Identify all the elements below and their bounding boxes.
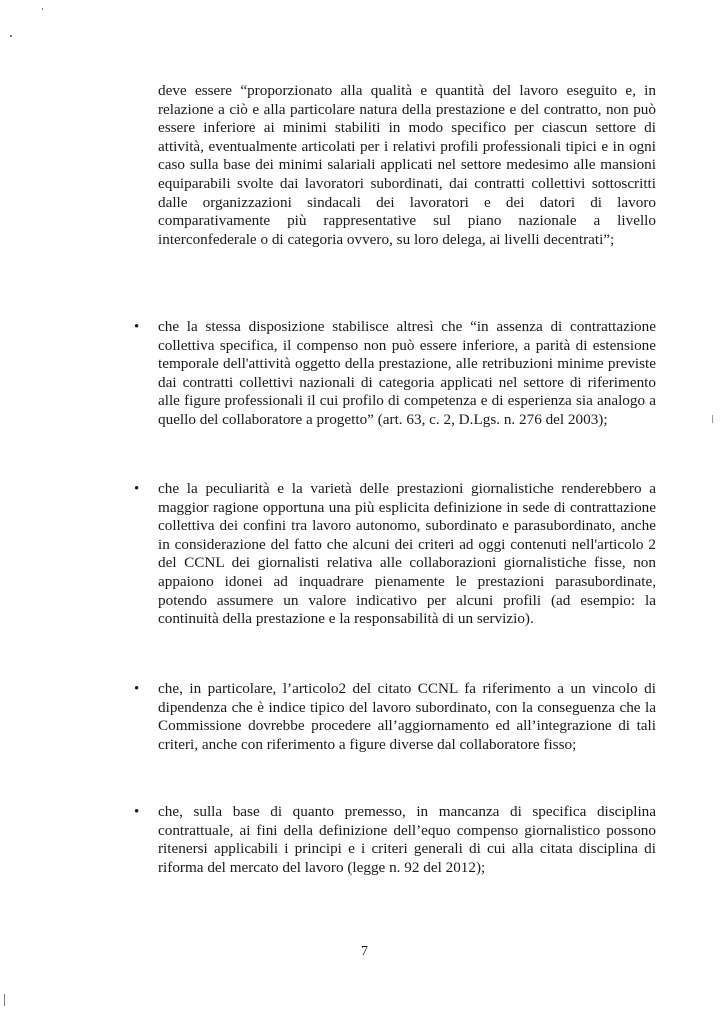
bullet-text: che, sulla base di quanto premesso, in mancanza di specifica disciplina contrattuale, ai fini della definizione dell’equo compenso giornalistico possono ritenersi applicabili i principi e i criteri generali di cui alla citata disciplina di riforma del mercato del lavoro (legge n. 92 del 2012); <box>158 803 656 876</box>
intro-paragraph: deve essere “proporzionato alla qualità e quantità del lavoro eseguito e, in relazione a ciò e alla particolare natura della prestazione e del contratto, non può essere inferiore ai minimi stabiliti in modo specifico per ciascun settore di attività, eventualmente articolati per i relativi profili professionali tipici e in ogni caso sulla base dei minimi salariali applicati nel settore medesimo alle mansioni equiparabili svolte dai lavoratori subordinati, dai contratti collettivi sottoscritti dalle organizzazioni sindacali dei lavoratori e dei datori di lavoro comparativamente più rappresentative sul piano nazionale a livello interconfederale o di categoria ovvero, su loro delega, ai livelli decentrati”; <box>158 82 656 248</box>
bullet-text: che, in particolare, l’articolo2 del citato CCNL fa riferimento a un vincolo di dipendenza che è indice tipico del lavoro subordinato, con la conseguenza che la Commissione dovrebbe procedere all’aggiornamento ed all’integrazione di tali criteri, anche con riferimento a figure diverse dal collaboratore fisso; <box>158 680 656 753</box>
bullet-item <box>134 480 656 629</box>
scan-artifact <box>4 994 5 1006</box>
bullet-icon: • <box>134 681 140 697</box>
bullet-icon: • <box>134 481 140 497</box>
bullet-text: che la peculiarità e la varietà delle prestazioni giornalistiche renderebbero a maggior ragione opportuna una più esplicita definizione in sede di contrattazione collettiva dei confini tra lavoro autonomo, subordinato e parasubordinato, anche in considerazione del fatto che alcuni dei criteri ad oggi contenuti nell'articolo 2 del CCNL dei giornalisti relativa alle collaborazioni giornalistiche fisse, non appaiono idonei ad inquadrare pienamente le prestazioni parasubordinate, potendo assumere un valore indicativo per alcuni profili (ad esempio: la continuità della prestazione e la responsabilità di un servizio). <box>158 480 656 628</box>
bullet-item <box>134 318 656 430</box>
scan-artifact <box>42 8 43 10</box>
scan-artifact <box>712 415 713 423</box>
bullet-item <box>134 680 656 754</box>
bullet-icon: • <box>134 804 140 820</box>
bullet-icon: • <box>134 319 140 335</box>
scan-artifact <box>10 35 12 37</box>
page-number: 7 <box>361 944 368 959</box>
bullet-text: che la stessa disposizione stabilisce altresì che “in assenza di contrattazione collettiva specifica, il compenso non può essere inferiore, a parità di estensione temporale dell'attività oggetto della prestazione, alle retribuzioni minime previste dai contratti collettivi nazionali di categoria applicati nel settore di riferimento alle figure professionali il cui profilo di competenza e di esperienza sia analogo a quello del collaboratore a progetto” (art. 63, c. 2, D.Lgs. n. 276 del 2003); <box>158 318 656 428</box>
bullet-item <box>134 803 656 877</box>
